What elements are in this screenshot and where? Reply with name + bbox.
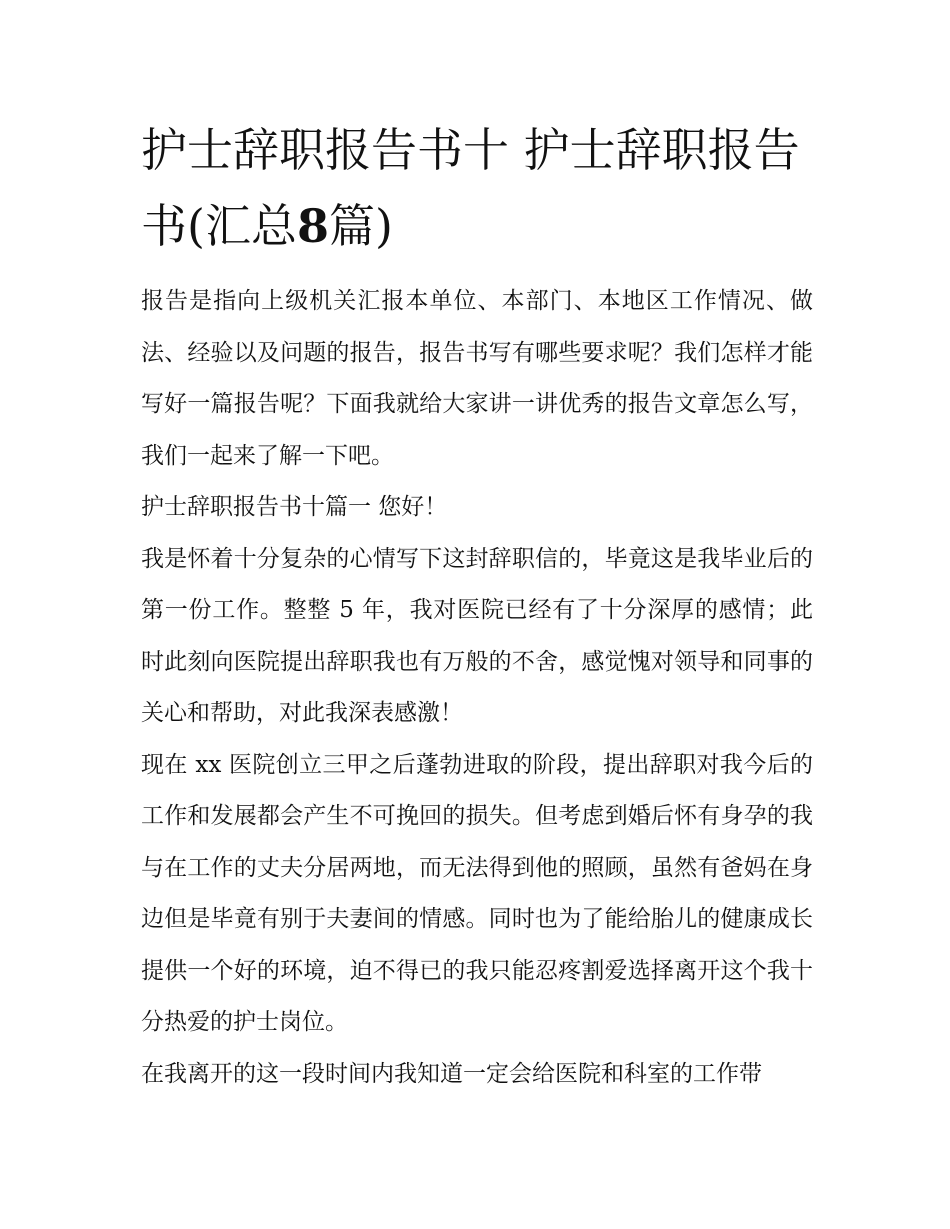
title-number: 8 bbox=[296, 199, 329, 253]
intro-paragraph: 报告是指向上级机关汇报本单位、本部门、本地区工作情况、做法、经验以及问题的报告，报告书写有哪些要求呢？我们怎样才能写好一篇报告呢？下面我就给大家讲一讲优秀的报告文章怎么写，我们一起来了解一下吧。 bbox=[141, 288, 813, 469]
document-body bbox=[141, 276, 813, 1100]
document-content bbox=[141, 112, 813, 1100]
document-title bbox=[141, 112, 813, 264]
section-heading-greeting: 护士辞职报告书十篇一 您好！ bbox=[141, 494, 448, 520]
title-text-end: 篇) bbox=[328, 199, 393, 253]
title-text: 护士辞职报告书十 护士辞职报告书(汇总 bbox=[141, 123, 800, 253]
body-paragraph: 在我离开的这一段时间内我知道一定会给医院和科室的工作带 bbox=[141, 1060, 762, 1087]
body-paragraph: 现在 xx 医院创立三甲之后蓬勃进取的阶段，提出辞职对我今后的工作和发展都会产生不可挽回的损失。但考虑到婚后怀有身孕的我与在工作的丈夫分居两地，而无法得到他的照顾，虽然有爸妈在身边但是毕竟有别于夫妻间的情感。同时也为了能给胎儿的健康成长提供一个好的环境，迫不得已的我只能忍疼割爱选择离开这个我十分热爱的护士岗位。 bbox=[141, 751, 813, 1035]
body-paragraph: 我是怀着十分复杂的心情写下这封辞职信的，毕竟这是我毕业后的第一份工作。整整 5 年，我对医院已经有了十分深厚的感情；此时此刻向医院提出辞职我也有万般的不舍，感觉愧对领导和同事的关心和帮助，对此我深表感激！ bbox=[141, 545, 813, 726]
